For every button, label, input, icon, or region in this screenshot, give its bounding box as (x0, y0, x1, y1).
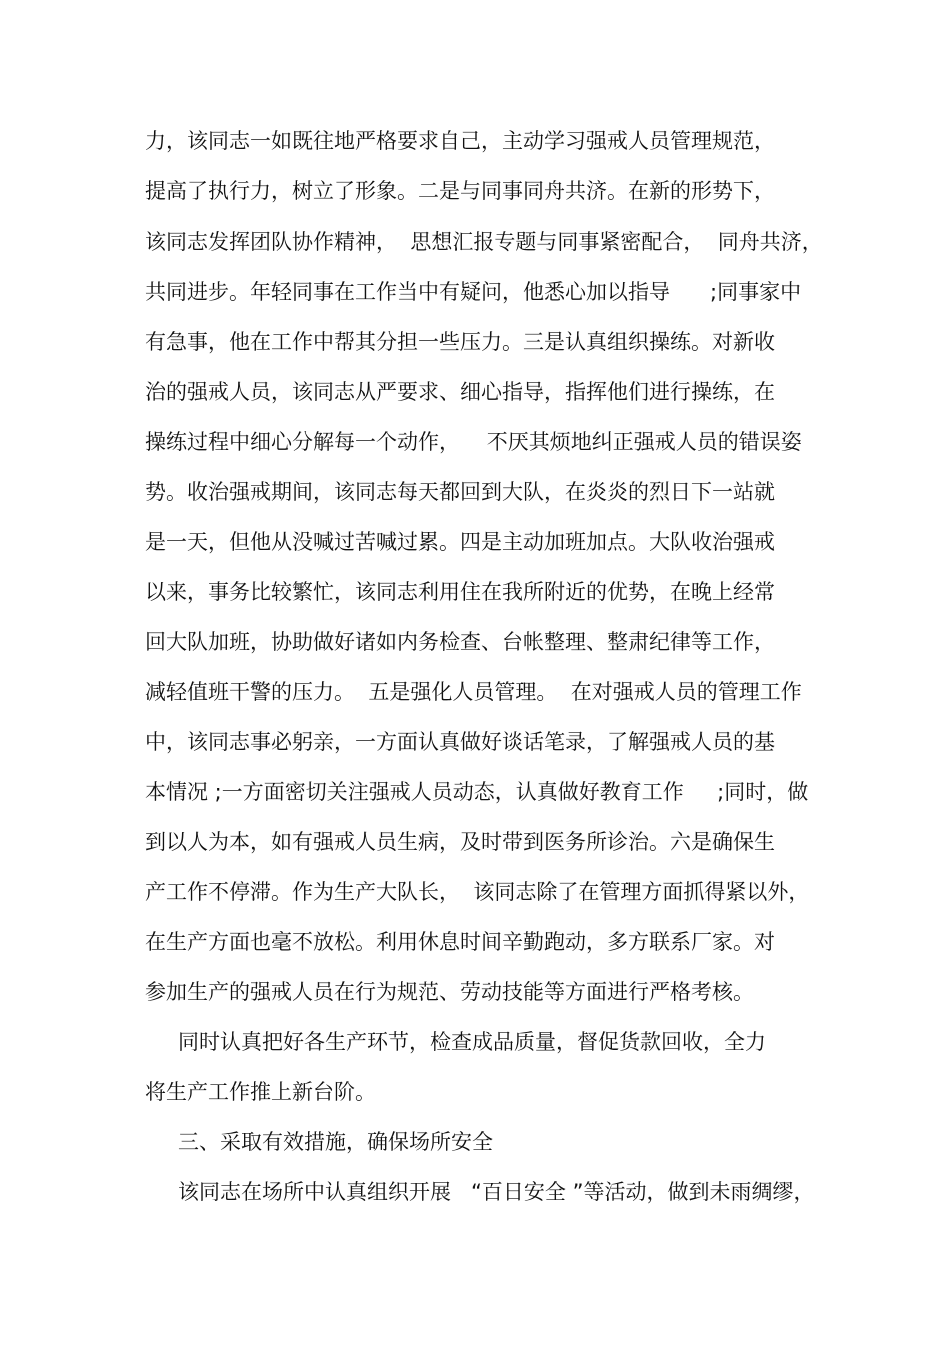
text-line: 中，该同志事必躬亲，一方面认真做好谈话笔录，了解强戒人员的基 (145, 730, 775, 754)
text-line: 产工作不停滞。作为生产大队长， 该同志除了在管理方面抓得紧以外， (145, 880, 810, 904)
text-line: 在生产方面也毫不放松。利用休息时间辛勤跑动，多方联系厂家。对 (145, 930, 775, 954)
text-line: 治的强戒人员，该同志从严要求、细心指导，指挥他们进行操练，在 (145, 380, 775, 404)
text-line: 势。收治强戒期间，该同志每天都回到大队，在炎炎的烈日下一站就 (145, 480, 775, 504)
text-line: 共同进步。年轻同事在工作当中有疑问，他悉心加以指导 ;同事家中 (145, 280, 802, 304)
text-line: 有急事，他在工作中帮其分担一些压力。三是认真组织操练。对新收 (145, 330, 775, 354)
text-line: 该同志在场所中认真组织开展 “百日安全 ”等活动，做到未雨绸缪， (178, 1180, 815, 1204)
text-line: 减轻值班干警的压力。 五是强化人员管理。 在对强戒人员的管理工作 (145, 680, 802, 704)
text-line: 参加生产的强戒人员在行为规范、劳动技能等方面进行严格考核。 (145, 980, 754, 1004)
text-line: 到以人为本，如有强戒人员生病，及时带到医务所诊治。六是确保生 (145, 830, 775, 854)
text-line: 是一天，但他从没喊过苦喊过累。四是主动加班加点。大队收治强戒 (145, 530, 775, 554)
text-line: 操练过程中细心分解每一个动作， 不厌其烦地纠正强戒人员的错误姿 (145, 430, 802, 454)
section-heading: 三、采取有效措施，确保场所安全 (178, 1130, 493, 1154)
text-line: 该同志发挥团队协作精神， 思想汇报专题与同事紧密配合， 同舟共济， (145, 230, 823, 254)
text-line: 以来，事务比较繁忙，该同志利用住在我所附近的优势，在晚上经常 (145, 580, 775, 604)
text-line: 回大队加班，协助做好诸如内务检查、台帐整理、整肃纪律等工作， (145, 630, 775, 654)
text-line: 同时认真把好各生产环节，检查成品质量，督促货款回收，全力 (178, 1030, 766, 1054)
text-line: 提高了执行力，树立了形象。二是与同事同舟共济。在新的形势下， (145, 179, 775, 203)
text-line: 将生产工作推上新台阶。 (145, 1080, 376, 1104)
text-line: 本情况 ;一方面密切关注强戒人员动态，认真做好教育工作 ;同时，做 (145, 780, 809, 804)
text-line: 力，该同志一如既往地严格要求自己，主动学习强戒人员管理规范， (145, 129, 775, 153)
